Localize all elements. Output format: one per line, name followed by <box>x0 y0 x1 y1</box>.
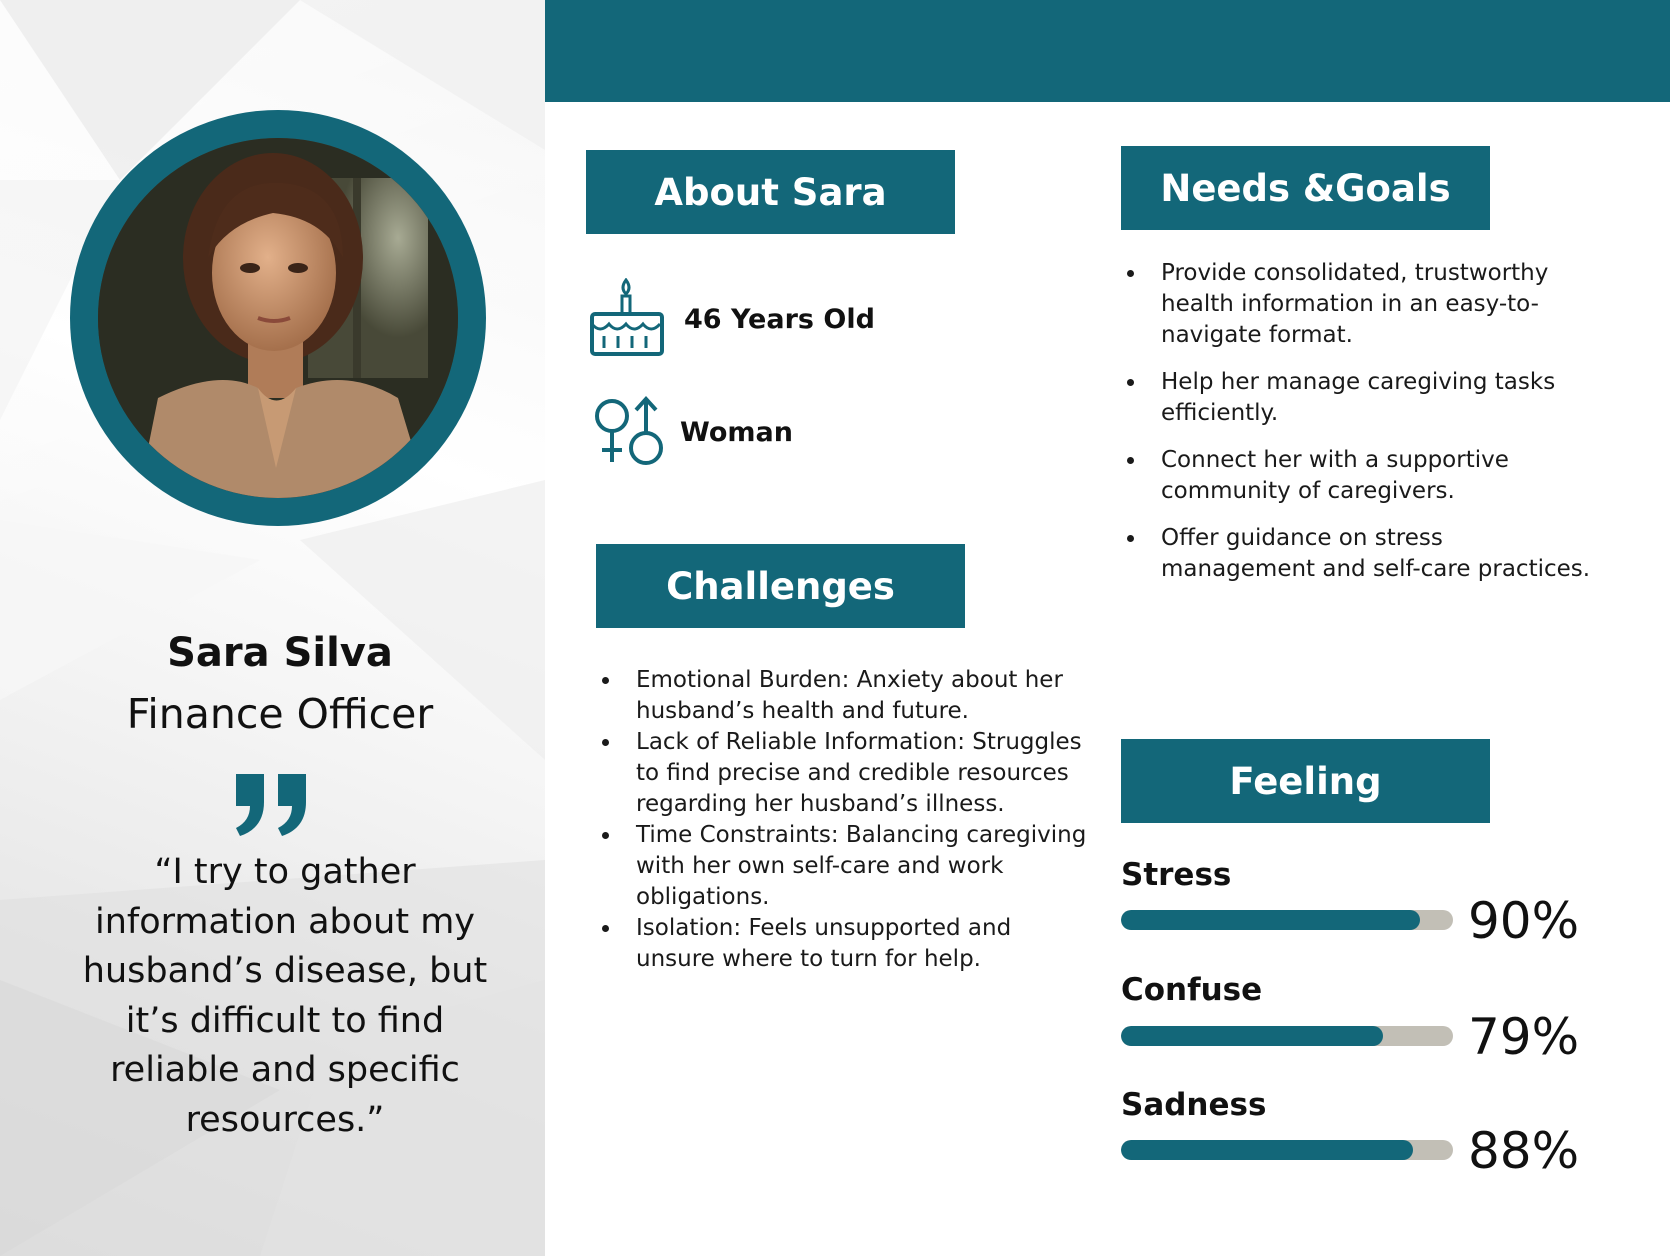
challenges-list <box>596 665 1096 975</box>
gender-row <box>592 396 793 468</box>
stress-bar-fill <box>1121 910 1420 930</box>
age-row <box>586 278 875 360</box>
gender-label: Woman <box>680 416 793 448</box>
quote-icon <box>232 770 312 840</box>
feeling-label-stress: Stress <box>1121 857 1232 893</box>
feeling-label-sadness: Sadness <box>1121 1087 1267 1123</box>
feeling-label-confuse: Confuse <box>1121 972 1263 1008</box>
persona-name: Sara Silva <box>167 630 393 676</box>
avatar-illustration <box>98 138 458 498</box>
sadness-bar <box>1121 1140 1453 1160</box>
confuse-bar-fill <box>1121 1026 1383 1046</box>
list-item: Time Constraints: Balancing caregiving with her own self-care and work obligations. <box>596 820 1096 913</box>
feeling-heading: Feeling <box>1121 739 1490 823</box>
gender-symbols-icon <box>592 396 668 468</box>
confuse-percent: 79% <box>1468 1008 1580 1066</box>
list-item: Offer guidance on stress management and self-care practices. <box>1121 523 1601 585</box>
list-item: Lack of Reliable Information: Struggles to find precise and credible resources regarding her husband’s illness. <box>596 727 1096 820</box>
age-label: 46 Years Old <box>684 303 875 335</box>
list-item: Emotional Burden: Anxiety about her husband’s health and future. <box>596 665 1096 727</box>
list-item: Help her manage caregiving tasks efficiently. <box>1121 367 1601 429</box>
about-heading: About Sara <box>586 150 955 234</box>
confuse-bar <box>1121 1026 1453 1046</box>
needs-heading: Needs &Goals <box>1121 146 1490 230</box>
header-bar <box>545 0 1670 102</box>
sadness-percent: 88% <box>1468 1122 1580 1180</box>
challenges-heading: Challenges <box>596 544 965 628</box>
list-item: Connect her with a supportive community of caregivers. <box>1121 445 1601 507</box>
needs-list <box>1121 258 1601 601</box>
birthday-cake-icon <box>586 278 668 360</box>
stress-percent: 90% <box>1468 892 1580 950</box>
avatar-ring <box>70 110 486 526</box>
persona-quote: “I try to gather information about my husband’s disease, but it’s difficult to find reliable and specific resources.” <box>82 852 488 1140</box>
list-item: Provide consolidated, trustworthy health information in an easy-to-navigate format. <box>1121 258 1601 351</box>
stress-bar <box>1121 910 1453 930</box>
avatar <box>98 138 458 498</box>
sadness-bar-fill <box>1121 1140 1413 1160</box>
list-item: Isolation: Feels unsupported and unsure where to turn for help. <box>596 913 1096 975</box>
profile-panel <box>0 0 545 1256</box>
persona-role: Finance Officer <box>126 690 434 738</box>
